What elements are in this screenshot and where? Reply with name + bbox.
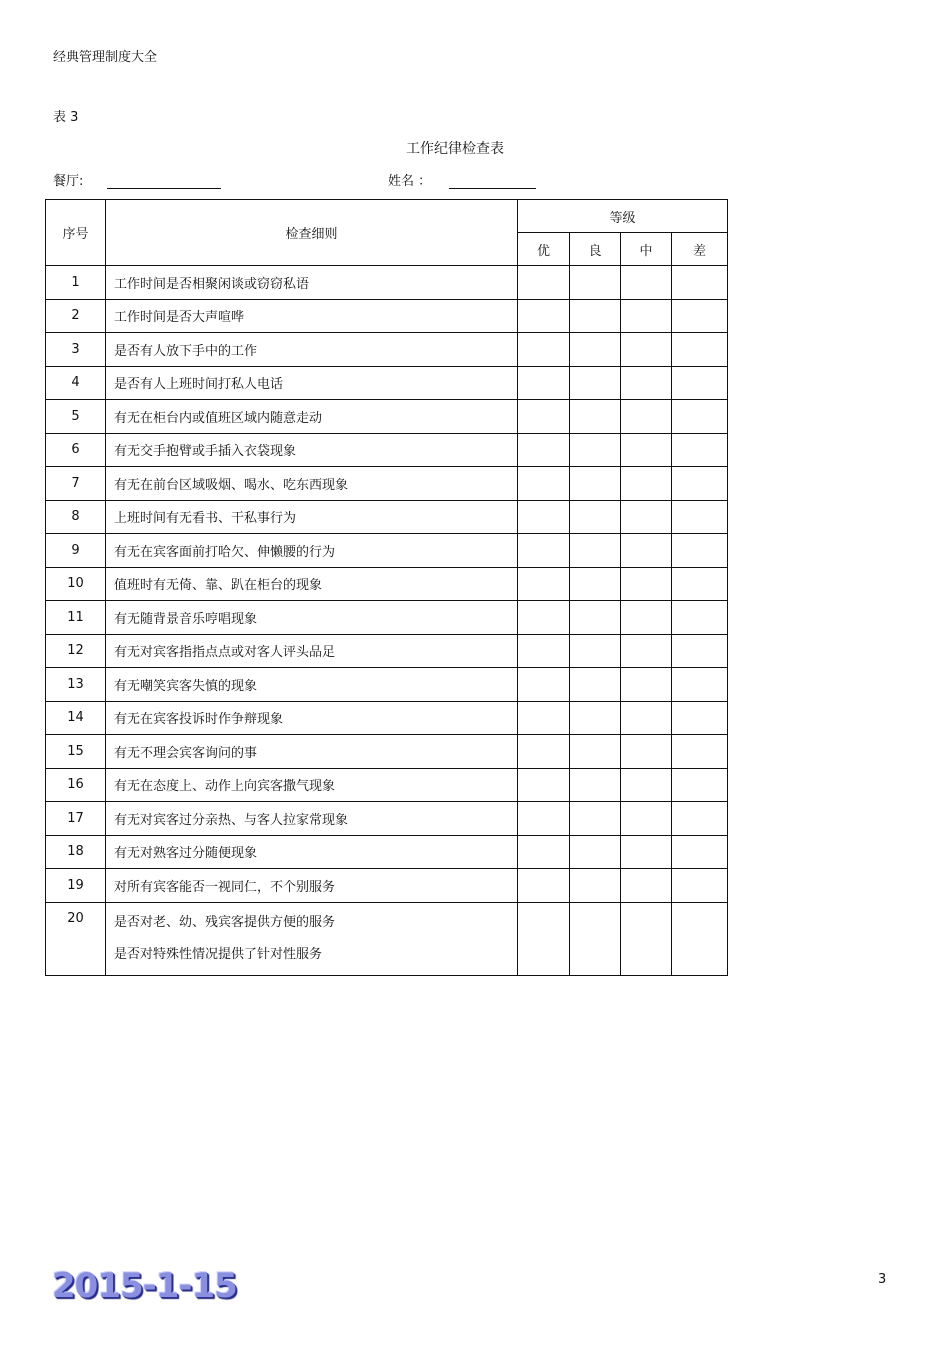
grade-excellent-cell[interactable] xyxy=(518,333,570,367)
grade-poor-cell[interactable] xyxy=(672,634,728,668)
grade-excellent-cell[interactable] xyxy=(518,299,570,333)
row-item-text: 有无在态度上、动作上向宾客撒气现象 xyxy=(106,768,518,802)
grade-good-cell[interactable] xyxy=(570,467,621,501)
row-number: 10 xyxy=(46,567,106,601)
row-number: 19 xyxy=(46,869,106,903)
grade-average-cell[interactable] xyxy=(621,835,672,869)
grade-good-cell[interactable] xyxy=(570,299,621,333)
grade-excellent-cell[interactable] xyxy=(518,701,570,735)
grade-good-cell[interactable] xyxy=(570,668,621,702)
grade-good-cell[interactable] xyxy=(570,500,621,534)
table-row xyxy=(46,299,728,333)
table-row xyxy=(46,668,728,702)
grade-excellent-cell[interactable] xyxy=(518,534,570,568)
grade-average-cell[interactable] xyxy=(621,735,672,769)
name-blank-line xyxy=(449,188,536,189)
table-row xyxy=(46,802,728,836)
grade-excellent-cell[interactable] xyxy=(518,634,570,668)
grade-good-cell[interactable] xyxy=(570,601,621,635)
restaurant-label: 餐厅: xyxy=(53,174,84,189)
table-row xyxy=(46,601,728,635)
grade-poor-cell[interactable] xyxy=(672,567,728,601)
row-number: 7 xyxy=(46,467,106,501)
grade-poor-header: 差 xyxy=(672,233,728,266)
table-row xyxy=(46,467,728,501)
grade-excellent-cell[interactable] xyxy=(518,902,570,975)
grade-poor-cell[interactable] xyxy=(672,534,728,568)
grade-average-cell[interactable] xyxy=(621,266,672,300)
table-row xyxy=(46,433,728,467)
row-number: 12 xyxy=(46,634,106,668)
row-number: 13 xyxy=(46,668,106,702)
row-item-text: 有无不理会宾客询问的事 xyxy=(106,735,518,769)
row-number: 17 xyxy=(46,802,106,836)
grade-excellent-cell[interactable] xyxy=(518,500,570,534)
row-item-text: 对所有宾客能否一视同仁，不个别服务 xyxy=(106,869,518,903)
row-number: 20 xyxy=(46,902,106,975)
grade-poor-cell[interactable] xyxy=(672,835,728,869)
row-number: 5 xyxy=(46,400,106,434)
grade-average-cell[interactable] xyxy=(621,701,672,735)
grade-good-cell[interactable] xyxy=(570,869,621,903)
row-number: 18 xyxy=(46,835,106,869)
grade-poor-cell[interactable] xyxy=(672,333,728,367)
table-row xyxy=(46,869,728,903)
grade-good-cell[interactable] xyxy=(570,768,621,802)
grade-excellent-cell[interactable] xyxy=(518,668,570,702)
grade-excellent-cell[interactable] xyxy=(518,400,570,434)
grade-poor-cell[interactable] xyxy=(672,400,728,434)
row-item-line-1: 是否对老、幼、残宾客提供方便的服务 xyxy=(114,914,336,930)
document-header: 经典管理制度大全 xyxy=(53,50,158,65)
table-row xyxy=(46,266,728,300)
grade-poor-cell[interactable] xyxy=(672,768,728,802)
form-title: 工作纪律检查表 xyxy=(406,141,504,157)
grade-excellent-cell[interactable] xyxy=(518,467,570,501)
grade-average-cell[interactable] xyxy=(621,333,672,367)
row-item-text: 是否有人上班时间打私人电话 xyxy=(106,366,518,400)
grade-poor-cell[interactable] xyxy=(672,802,728,836)
table-row xyxy=(46,902,728,975)
table-row xyxy=(46,500,728,534)
row-item-text: 工作时间是否大声喧哗 xyxy=(106,299,518,333)
grade-average-cell[interactable] xyxy=(621,902,672,975)
grade-excellent-cell[interactable] xyxy=(518,835,570,869)
grade-excellent-cell[interactable] xyxy=(518,433,570,467)
grade-average-cell[interactable] xyxy=(621,802,672,836)
row-number: 2 xyxy=(46,299,106,333)
page-number: 3 xyxy=(878,1272,887,1287)
table-row xyxy=(46,634,728,668)
grade-average-cell[interactable] xyxy=(621,768,672,802)
grade-poor-cell[interactable] xyxy=(672,701,728,735)
grade-average-cell[interactable] xyxy=(621,366,672,400)
row-number: 14 xyxy=(46,701,106,735)
grade-excellent-cell[interactable] xyxy=(518,735,570,769)
table-number-label: 表 3 xyxy=(53,110,79,125)
row-item-text: 有无嘲笑宾客失慎的现象 xyxy=(106,668,518,702)
row-item-text: 上班时间有无看书、干私事行为 xyxy=(106,500,518,534)
grade-good-cell[interactable] xyxy=(570,701,621,735)
grade-good-cell[interactable] xyxy=(570,735,621,769)
grade-excellent-cell[interactable] xyxy=(518,601,570,635)
grade-average-header: 中 xyxy=(621,233,672,266)
grade-good-cell[interactable] xyxy=(570,266,621,300)
grade-good-cell[interactable] xyxy=(570,534,621,568)
row-number: 3 xyxy=(46,333,106,367)
row-item-text: 有无交手抱臂或手插入衣袋现象 xyxy=(106,433,518,467)
grade-good-cell[interactable] xyxy=(570,366,621,400)
row-item-text: 有无对宾客指指点点或对客人评头品足 xyxy=(106,634,518,668)
table-row xyxy=(46,735,728,769)
restaurant-blank-line xyxy=(107,188,221,189)
grade-poor-cell[interactable] xyxy=(672,601,728,635)
grade-average-cell[interactable] xyxy=(621,601,672,635)
grade-poor-cell[interactable] xyxy=(672,467,728,501)
grade-poor-cell[interactable] xyxy=(672,668,728,702)
row-number: 8 xyxy=(46,500,106,534)
table-row xyxy=(46,400,728,434)
row-item-text: 有无对熟客过分随便现象 xyxy=(106,835,518,869)
row-item-text: 有无在宾客面前打哈欠、伸懒腰的行为 xyxy=(106,534,518,568)
grade-good-cell[interactable] xyxy=(570,333,621,367)
grade-average-cell[interactable] xyxy=(621,668,672,702)
grade-excellent-header: 优 xyxy=(518,233,570,266)
row-number: 9 xyxy=(46,534,106,568)
grade-poor-cell[interactable] xyxy=(672,500,728,534)
grade-average-cell[interactable] xyxy=(621,869,672,903)
table-row xyxy=(46,333,728,367)
grade-poor-cell[interactable] xyxy=(672,735,728,769)
row-item-text xyxy=(106,902,518,975)
row-item-text: 值班时有无倚、靠、趴在柜台的现象 xyxy=(106,567,518,601)
grade-excellent-cell[interactable] xyxy=(518,869,570,903)
row-item-text: 工作时间是否相聚闲谈或窃窃私语 xyxy=(106,266,518,300)
table-row xyxy=(46,567,728,601)
grade-poor-cell[interactable] xyxy=(672,366,728,400)
grade-poor-cell[interactable] xyxy=(672,902,728,975)
name-label: 姓名 ： xyxy=(388,174,432,189)
grade-good-cell[interactable] xyxy=(570,902,621,975)
grade-excellent-cell[interactable] xyxy=(518,567,570,601)
row-number: 4 xyxy=(46,366,106,400)
grade-poor-cell[interactable] xyxy=(672,266,728,300)
column-header-number: 序号 xyxy=(46,200,106,266)
row-item-text: 是否有人放下手中的工作 xyxy=(106,333,518,367)
table-row xyxy=(46,701,728,735)
grade-excellent-cell[interactable] xyxy=(518,366,570,400)
row-number: 16 xyxy=(46,768,106,802)
grade-poor-cell[interactable] xyxy=(672,433,728,467)
row-item-text: 有无随背景音乐哼唱现象 xyxy=(106,601,518,635)
grade-excellent-cell[interactable] xyxy=(518,802,570,836)
grade-poor-cell[interactable] xyxy=(672,299,728,333)
grade-average-cell[interactable] xyxy=(621,467,672,501)
grade-excellent-cell[interactable] xyxy=(518,768,570,802)
grade-excellent-cell[interactable] xyxy=(518,266,570,300)
table-row xyxy=(46,835,728,869)
grade-average-cell[interactable] xyxy=(621,433,672,467)
grade-average-cell[interactable] xyxy=(621,634,672,668)
row-number: 15 xyxy=(46,735,106,769)
table-row xyxy=(46,768,728,802)
grade-good-cell[interactable] xyxy=(570,567,621,601)
row-item-line-2: 是否对特殊性情况提供了针对性服务 xyxy=(114,946,323,962)
grade-good-cell[interactable] xyxy=(570,433,621,467)
grade-average-cell[interactable] xyxy=(621,299,672,333)
grade-average-cell[interactable] xyxy=(621,400,672,434)
table-row xyxy=(46,534,728,568)
row-number: 1 xyxy=(46,266,106,300)
grade-good-cell[interactable] xyxy=(570,634,621,668)
table-row xyxy=(46,366,728,400)
grade-average-cell[interactable] xyxy=(621,500,672,534)
grade-good-cell[interactable] xyxy=(570,835,621,869)
column-header-grade: 等级 xyxy=(518,200,728,233)
grade-good-header: 良 xyxy=(570,233,621,266)
row-item-text: 有无在宾客投诉时作争辩现象 xyxy=(106,701,518,735)
grade-average-cell[interactable] xyxy=(621,534,672,568)
grade-good-cell[interactable] xyxy=(570,802,621,836)
inspection-table xyxy=(45,199,728,976)
grade-average-cell[interactable] xyxy=(621,567,672,601)
row-item-text: 有无对宾客过分亲热、与客人拉家常现象 xyxy=(106,802,518,836)
row-number: 11 xyxy=(46,601,106,635)
row-item-text: 有无在前台区域吸烟、喝水、吃东西现象 xyxy=(106,467,518,501)
column-header-item: 检查细则 xyxy=(106,200,518,266)
row-item-text: 有无在柜台内或值班区域内随意走动 xyxy=(106,400,518,434)
grade-poor-cell[interactable] xyxy=(672,869,728,903)
grade-good-cell[interactable] xyxy=(570,400,621,434)
row-number: 6 xyxy=(46,433,106,467)
date-watermark: 2015-1-15 xyxy=(52,1266,237,1306)
